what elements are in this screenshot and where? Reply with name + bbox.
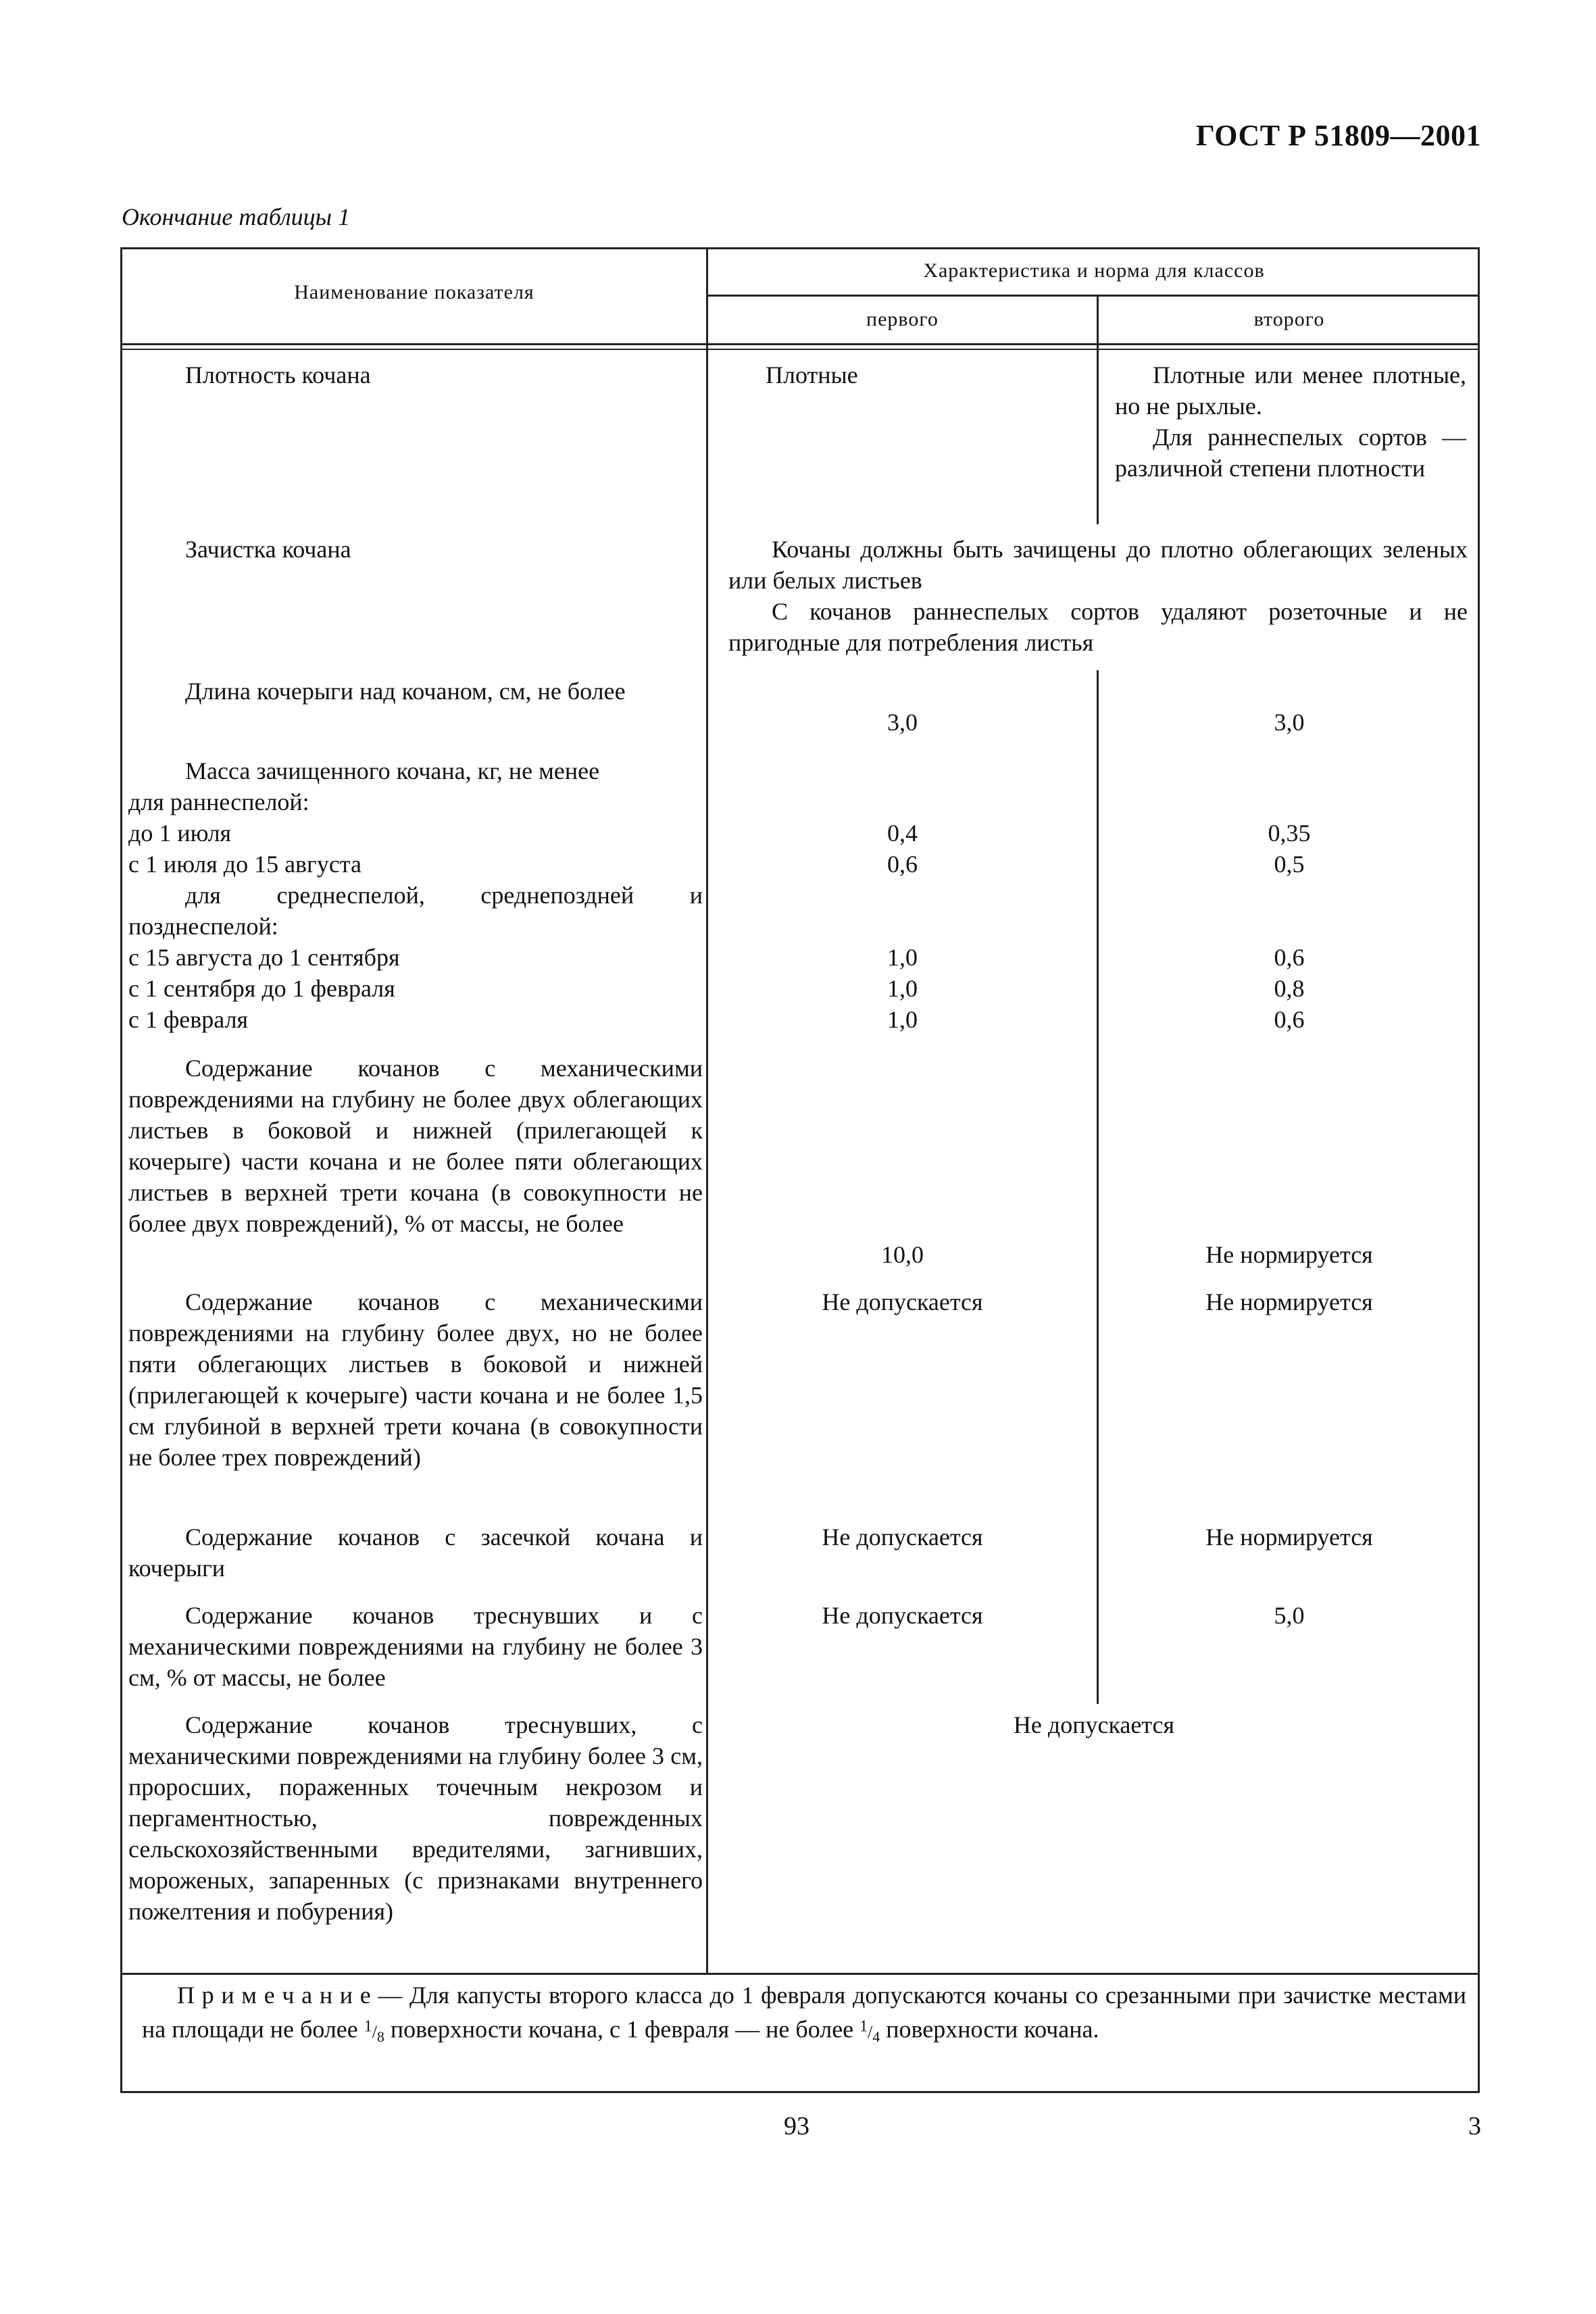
mass-early-2-second: 0,5 [1274,851,1305,878]
note-divider [120,1973,1480,1975]
row-cracked-second: 5,0 [1274,1602,1305,1629]
row-damage-shallow-name: Содержание кочанов с механическими повреждениями на глубину не более двух облегающих листьев в боковой и нижней (прилегающей к кочерыге) части кочана и не более пяти облегающих листьев в верхней трети кочана (в совокупности не более двух повреждений), % от массы, не более [128,1055,703,1237]
col-first-header: первого [866,308,939,330]
header-bottom-rule-2 [120,349,1480,350]
page-number-center: 93 [784,2112,809,2140]
mass-late-2-first: 1,0 [887,975,918,1002]
col-group-header: Характеристика и норма для классов [923,259,1265,282]
page-number-right: 3 [1468,2112,1481,2140]
row-defects-merged: Не допускается [1013,1711,1175,1738]
mass-late-2-second: 0,8 [1274,975,1305,1002]
header-divider [706,295,1480,297]
mass-early-1-first: 0,4 [887,820,918,847]
col-divider-classes-r1 [1097,349,1099,524]
mass-late-1-second: 0,6 [1274,944,1305,971]
fraction-one-eighth: $^1/_8$ [364,2017,384,2045]
table-note: П р и м е ч а н и е — Для капусты второго класса до 1 февраля допускаются кочаны со срезанными при зачистке местами на площади не более $^1/_8$ поверхности кочана, с 1 февраля — не более $^1/_4$ поверхности кочана. [142,1982,1466,2045]
row-density-name: Плотность кочана [185,361,371,388]
row-notch-first: Не допускается [822,1524,983,1551]
row-cracked-name: Содержание кочанов треснувших и с механическими повреждениями на глубину не более 3 см, % от массы, не более [128,1602,703,1691]
mass-late-3-second: 0,6 [1274,1006,1305,1033]
row-damage-shallow-second: Не нормируется [1205,1241,1373,1268]
table-caption: Окончание таблицы 1 [122,203,351,230]
row-stump-first: 3,0 [887,709,918,736]
mass-late-1-first: 1,0 [887,944,918,971]
col-name-header: Наименование показателя [294,281,534,303]
row-stump-name: Длина кочерыги над кочаном, см, не более [185,678,626,705]
row-notch-name: Содержание кочанов с засечкой кочана и кочерыги [128,1524,703,1582]
row-mass-name: Масса зачищенного кочана, кг, не менее для раннеспелой: до 1 июля с 1 июля до 15 августа для среднеспелой, среднепоздней и позднеспелой: с 15 августа до 1 сентября с 1 сентября до 1 февраля с 1 февраля [128,757,703,1033]
row-density-first: Плотные [766,361,858,388]
document-code: ГОСТ Р 51809—2001 [1195,119,1481,152]
mass-early-1-second: 0,35 [1268,820,1311,847]
row-defects-name: Содержание кочанов треснувших, с механическими повреждениями на глубину более 3 см, проросших, пораженных точечным некрозом и пергаментностью, поврежденных сельскохозяйственными вредителями, загнивших, мороженых, запаренных (с признаками внутреннего пожелтения и побурения) [128,1711,703,1925]
mass-late-3-first: 1,0 [887,1006,918,1033]
row-notch-second: Не нормируется [1205,1524,1373,1551]
fraction-one-quarter: $^1/_4$ [859,2017,880,2045]
row-density-second: Плотные или менее плотные, но не рыхлые. Для раннеспелых сортов — различной степени плотности [1115,361,1466,482]
row-damage-shallow-first: 10,0 [881,1241,924,1268]
header-bottom-rule [120,343,1480,345]
row-damage-medium-first: Не допускается [822,1288,983,1315]
mass-early-2-first: 0,6 [887,851,918,878]
note-label: П р и м е ч а н и е [177,1982,371,2009]
row-cracked-first: Не допускается [822,1602,983,1629]
row-cleaning-merged: Кочаны должны быть зачищены до плотно облегающих зеленых или белых листьев С кочанов раннеспелых сортов удаляют розеточные и не пригодные для потребления листья [728,536,1468,656]
col-second-header: второго [1253,308,1325,330]
row-stump-second: 3,0 [1274,709,1305,736]
row-damage-medium-second: Не нормируется [1205,1288,1373,1315]
row-damage-medium-name: Содержание кочанов с механическими повреждениями на глубину более двух, но не более пяти облегающих листьев в боковой и нижней (прилегающей к кочерыге) части кочана и не более 1,5 см глубиной в верхней трети кочана (в совокупности не более трех повреждений) [128,1288,703,1471]
row-cleaning-name: Зачистка кочана [185,536,351,563]
